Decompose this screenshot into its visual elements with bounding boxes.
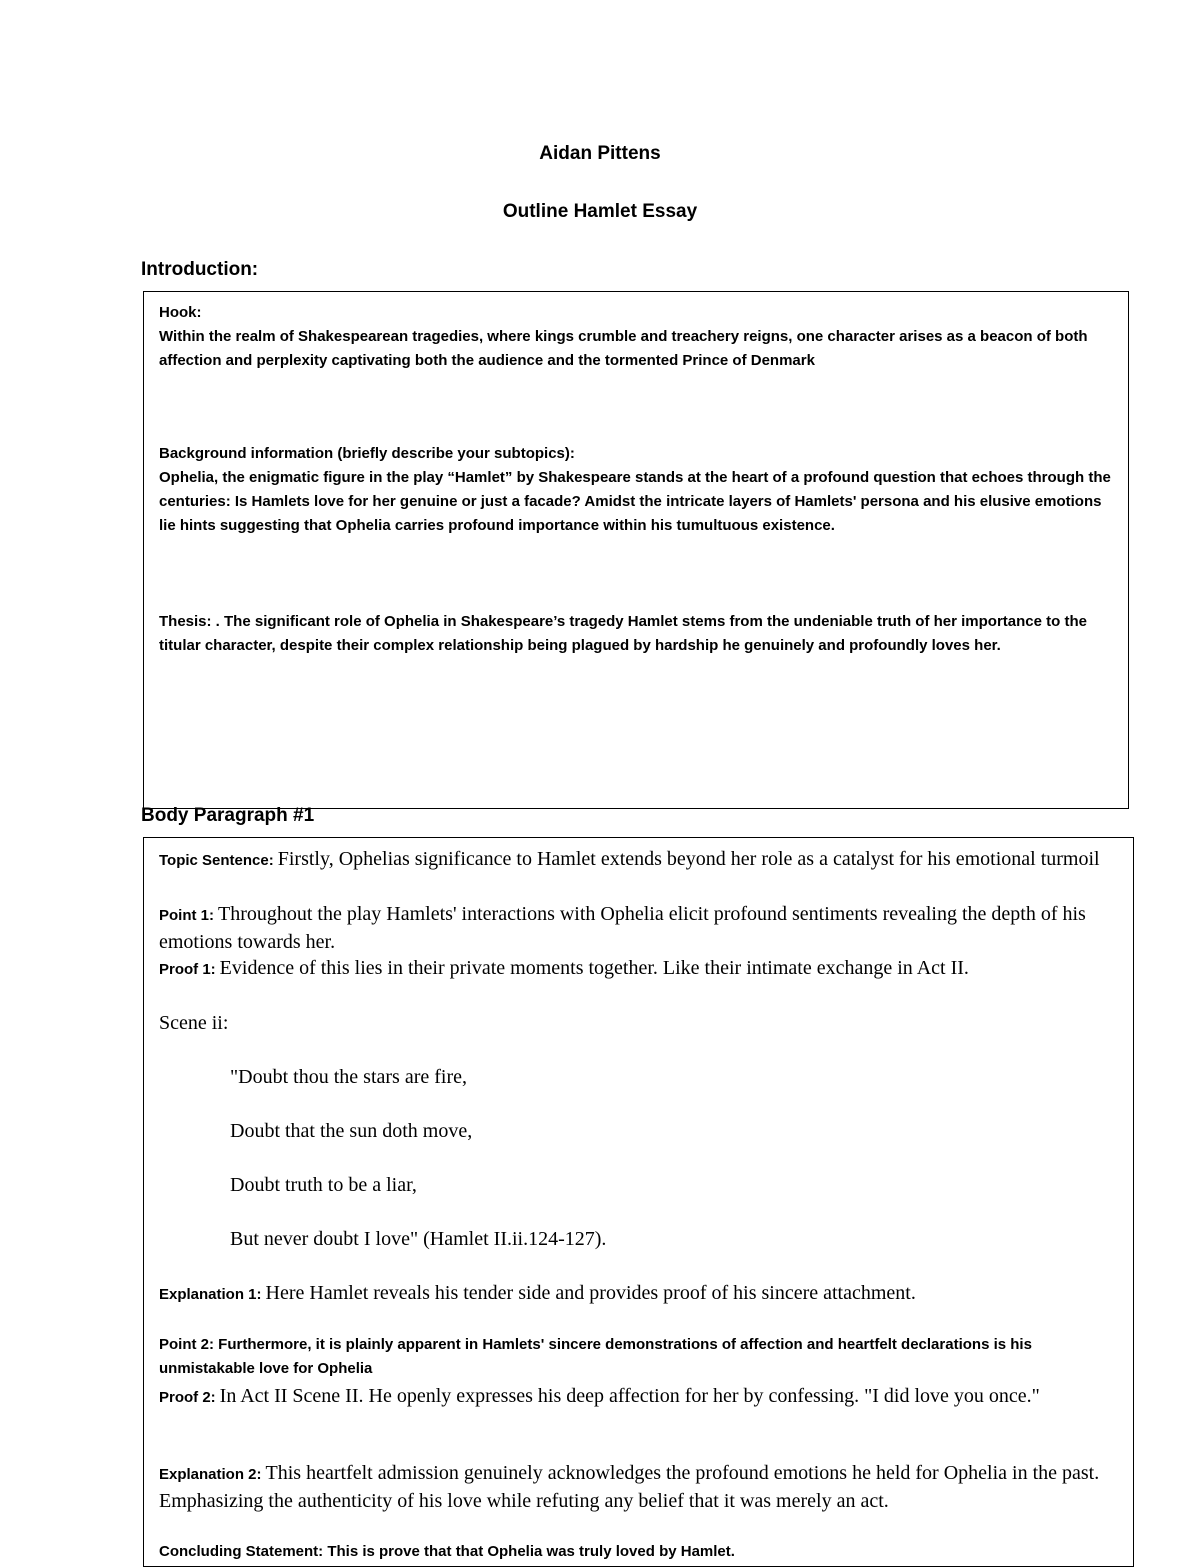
body-paragraph-1-heading: Body Paragraph #1 — [141, 805, 315, 826]
point-2: Point 2: Furthermore, it is plainly apparent in Hamlets' sincere demonstrations of affection and heartfelt declarations is his unmistakable love for Ophelia — [159, 1336, 1032, 1377]
point-1 — [159, 901, 1121, 957]
background-label: Background information (briefly describe your subtopics): — [159, 445, 575, 462]
explanation-2-label: Explanation 2: — [159, 1466, 262, 1483]
proof-1 — [159, 955, 1121, 983]
hook-text: Within the realm of Shakespearean tragedies, where kings crumble and treachery reigns, one character arises as a beacon of both affection and perplexity captivating both the audience and the tormented Prince of Denmark — [159, 328, 1088, 369]
concluding-statement: Concluding Statement: This is prove that that Ophelia was truly loved by Hamlet. — [159, 1543, 735, 1560]
hook-section — [159, 301, 1114, 373]
hook-label: Hook: — [159, 304, 202, 321]
topic-sentence-text: Firstly, Ophelias significance to Hamlet extends beyond her role as a catalyst for his emotional turmoil — [277, 848, 1100, 870]
body-paragraph-1-box — [143, 837, 1134, 1567]
point-1-text: Throughout the play Hamlets' interactions with Ophelia elicit profound sentiments revealing the depth of his emotions towards her. — [159, 903, 1086, 953]
document-title: Outline Hamlet Essay — [502, 201, 698, 222]
scene-text: Scene ii: — [159, 1012, 229, 1034]
author-name: Aidan Pittens — [539, 143, 661, 164]
explanation-2 — [159, 1460, 1121, 1516]
topic-sentence — [159, 846, 1121, 874]
explanation-1-label: Explanation 1: — [159, 1286, 262, 1303]
explanation-2-text: This heartfelt admission genuinely acknowledges the profound emotions he held for Ophelia in the past. Emphasizing the authenticity of his love while refuting any belief that it was merely an act. — [159, 1462, 1100, 1512]
background-text: Ophelia, the enigmatic figure in the play “Hamlet” by Shakespeare stands at the heart of a profound question that echoes through the centuries: Is Hamlets love for her genuine or just a facade? Amidst the intricate layers of Hamlets' persona and his elusive emotions lie hints suggesting that Ophelia carries profound importance within his tumultuous existence. — [159, 469, 1111, 534]
thesis-section — [159, 610, 1114, 658]
quote-line: But never doubt I love" (Hamlet II.ii.124-127). — [230, 1228, 607, 1250]
quote-line: "Doubt thou the stars are fire, — [230, 1066, 467, 1088]
proof-1-label: Proof 1: — [159, 961, 216, 978]
introduction-heading: Introduction: — [141, 259, 259, 280]
thesis-text: Thesis: . The significant role of Ophelia in Shakespeare’s tragedy Hamlet stems from the undeniable truth of her importance to the titular character, despite their complex relationship being plagued by hardship he genuinely and profoundly loves her. — [159, 613, 1087, 654]
background-section — [159, 442, 1114, 538]
proof-2-text: In Act II Scene II. He openly expresses his deep affection for her by confessing. "I did love you once." — [219, 1385, 1040, 1407]
proof-2 — [159, 1383, 1121, 1411]
proof-2-label: Proof 2: — [159, 1389, 216, 1406]
topic-sentence-label: Topic Sentence: — [159, 852, 274, 869]
proof-1-text: Evidence of this lies in their private moments together. Like their intimate exchange in Act II. — [219, 957, 969, 979]
explanation-1-text: Here Hamlet reveals his tender side and provides proof of his sincere attachment. — [265, 1282, 916, 1304]
point-1-label: Point 1: — [159, 907, 214, 924]
explanation-1 — [159, 1280, 1121, 1308]
quote-line: Doubt truth to be a liar, — [230, 1174, 417, 1196]
quote-line: Doubt that the sun doth move, — [230, 1120, 473, 1142]
introduction-box — [143, 291, 1129, 809]
